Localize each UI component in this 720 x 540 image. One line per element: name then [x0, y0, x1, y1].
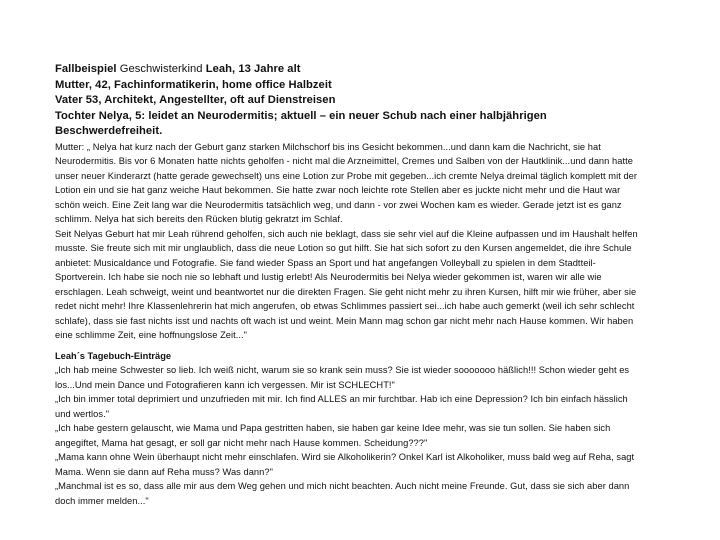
diary-entry: „Ich bin immer total deprimiert und unzufrieden mit mir. Ich find ALLES an mir furchtbar. Hab ich eine Depression? Ich bin einfach hässlich und wertlos."	[55, 394, 628, 419]
diary-entry: „Ich hab meine Schwester so lieb. Ich weiß nicht, warum sie so krank sein muss? Sie ist wieder sooooooo häßlich!!! Schon wieder geht es los...Und mein Dance und Fotografieren kann ich vergessen. Mir ist SCHLECHT!"	[55, 365, 630, 390]
diary-title: Leah´s Tagebuch-Einträge	[55, 350, 172, 361]
daughter-info: Tochter Nelya, 5: leidet an Neurodermitis; aktuell – ein neuer Schub nach einer halbjährigen Beschwerdefreiheit.	[55, 109, 547, 137]
diary-entry: „Ich habe gestern gelauscht, wie Mama und Papa gestritten haben, sie haben gar keine Idee mehr, was sie tun sollen. Sie haben sich angegiftet, Mama hat gesagt, er soll gar nicht mehr nach Hause kommen. Scheidung???"	[55, 423, 611, 448]
case-header	[55, 62, 645, 140]
case-study-content	[55, 62, 645, 508]
mother-info: Mutter, 42, Fachinformatikerin, home office Halbzeit	[55, 78, 332, 91]
diary-entry: „Mama kann ohne Wein überhaupt nicht mehr einschlafen. Wird sie Alkoholikerin? Onkel Karl ist Alkoholiker, muss bald weg auf Reha, sagt Mama. Wenn sie dann auf Reha muss? Was dann?"	[55, 452, 635, 477]
case-label: Fallbeispiel	[55, 63, 117, 75]
mother-statement	[55, 140, 645, 343]
case-title-line	[55, 62, 645, 78]
diary-entries	[55, 363, 645, 508]
diary-entry: „Manchmal ist es so, dass alle mir aus dem Weg gehen und mich nicht beachten. Auch nicht meine Freunde. Gut, dass sie sich aber dann doch immer melden..."	[55, 481, 630, 506]
father-info: Vater 53, Architekt, Angestellter, oft auf Dienstreisen	[55, 94, 336, 106]
statement-paragraph-1: Mutter: „ Nelya hat kurz nach der Geburt ganz starken Milchschorf bis ins Gesicht bekommen...und dann kam die Nachricht, sie hat Neurodermitis. Bis vor 6 Monaten hatte nichts geholfen - nicht mal die Arzneimittel, Cremes und Salben von der Hautklinik...und dann hatte unser neuer Kinderarzt (hatte gerade gewechselt) uns eine Lotion zur Probe mit gegeben...ich cremte Nelya dreimal täglich komplett mit der Lotion ein und sie hat ganz weiche Haut bekommen. Sie hatte zwar noch leichte rote Stellen aber es juckte nicht mehr und die Haut war schön weich. Eine Zeit lang war die Neurodermitis tatsächlich weg, und dann - vor zwei Wochen kam es wieder. Gerade jetzt ist es ganz schlimm. Nelya hat sich bereits den Rücken blutig gekratzt im Schlaf.	[55, 141, 638, 224]
statement-paragraph-2: Seit Nelyas Geburt hat mir Leah rührend geholfen, sich auch nie beklagt, dass sie sehr viel auf die Kleine aufpassen und im Haushalt helfen musste. Sie freute sich mit mir unglaublich, dass die neue Lotion so gut hilft. Sie hat sich sofort zu den Kursen angemeldet, die ihre Schule anbietet: Musicaldance und Fotografie. Sie fand wieder Spass an Sport und hat angefangen Volleyball zu spielen in dem Stadtteil-Sportverein. Ich habe sie noch nie so lebhaft und lustig erlebt! Als Neurodermitis bei Nelya wieder gekommen ist, waren wir alle wie erschlagen. Leah schweigt, weint und beantwortet nur die direkten Fragen. Sie geht nicht mehr zu ihren Kursen, hilft mir wie früher, aber sie redet nicht mehr! Ihre Klassenlehrerin hat mich angerufen, ob etwas Schlimmes passiert sei...ich habe auch gemerkt (weil ich sehr schlecht schlafe), dass sie fast nichts isst und nachts oft wach ist und weint. Mein Mann mag schon gar nicht mehr nach Hause kommen. Wir haben eine schlimme Zeit, eine hoffnungslose Zeit..."	[55, 228, 638, 340]
case-title-normal: Geschwisterkind	[119, 63, 203, 75]
case-title-bold: Leah, 13 Jahre alt	[205, 63, 301, 75]
